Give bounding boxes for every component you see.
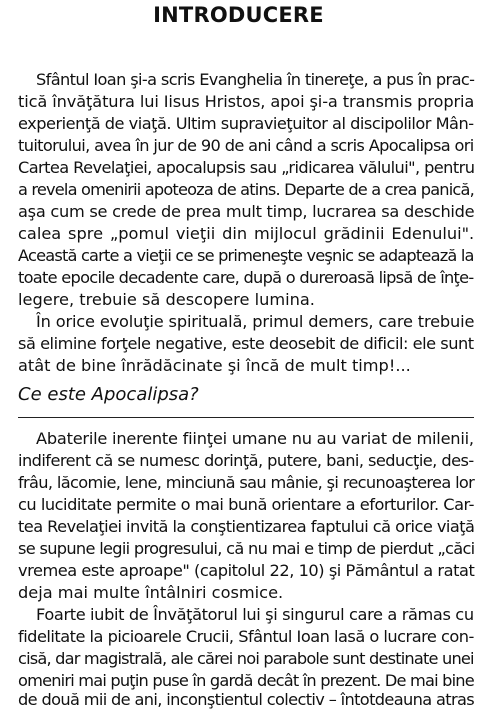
text-line: Abaterile inerente fiinţei umane nu au variat de milenii, [36, 429, 474, 448]
text-line: tică învăţătura lui Iisus Hristos, apoi şi-a transmis propria [18, 92, 475, 111]
text-line: Această carte a vieţii ce se primeneşte veşnic se adaptează la [18, 246, 474, 265]
text-line: deja mai multe întâlniri cosmice. [18, 583, 284, 602]
text-line: omeniri mai puţin puse în gardă decât în prezent. De mai bine [18, 671, 474, 690]
text-line: tuitorului, avea în jur de 90 de ani când a scris Apocalipsa ori [18, 136, 474, 155]
section-heading: Ce este Apocalipsa? [18, 384, 199, 405]
text-line: În orice evoluţie spirituală, primul demers, care trebuie [36, 312, 475, 331]
text-line: Sfântul Ioan şi-a scris Evanghelia în tinereţe, a pus în prac- [36, 70, 475, 89]
text-line: aşa cum se crede de prea mult timp, lucrarea sa deschide [18, 202, 475, 221]
text-line: calea spre „pomul vieţii din mijlocul grădinii Edenului". [18, 224, 475, 243]
text-line: experienţă de viaţă. Ultim supravieţuitor al discipolilor Mân- [18, 114, 474, 133]
section-divider [18, 417, 474, 418]
text-line: să elimine forţele negative, este deosebit de dificil: ele sunt [18, 334, 474, 353]
text-line: vremea este aproape" (capitolul 22, 10) şi Pământul a ratat [18, 561, 475, 580]
text-line: se supune legii progresului, că nu mai e timp de pierdut „căci [18, 539, 475, 558]
text-line: frâu, lăcomie, lene, minciună sau mânie, şi recunoaşterea lor [18, 473, 475, 492]
text-line: a revela omenirii apoteoza de atins. Departe de a crea panică, [18, 180, 474, 199]
text-line: toate epocile decadente care, după o dureroasă lipsă de înţe- [18, 268, 474, 287]
text-line: tea Revelaţiei invită la conştientizarea faptului că orice viaţă [18, 517, 475, 536]
text-line: indiferent că se numesc dorinţă, putere, bani, seducţie, des- [18, 451, 474, 470]
text-line: legere, trebuie să descopere lumina. [18, 290, 315, 309]
text-line: de două mii de ani, inconştientul colectiv – întotdeauna atras [18, 690, 475, 709]
text-line: cisă, dar magistrală, ale cărei noi parabole sunt destinate unei [18, 649, 474, 668]
text-line: cu luciditate permite o mai bună orientare a eforturilor. Car- [18, 495, 475, 514]
text-line: Cartea Revelaţiei, apocalupsis sau „ridicarea vălului", pentru [18, 158, 475, 177]
text-line: Foarte iubit de Învăţătorul lui şi singurul care a rămas cu [36, 605, 474, 624]
text-line: fidelitate la picioarele Crucii, Sfântul Ioan lasă o lucrare con- [18, 627, 474, 646]
chapter-title: INTRODUCERE [153, 3, 324, 27]
text-line: atât de bine înrădăcinate şi încă de mult timp!... [18, 356, 411, 375]
